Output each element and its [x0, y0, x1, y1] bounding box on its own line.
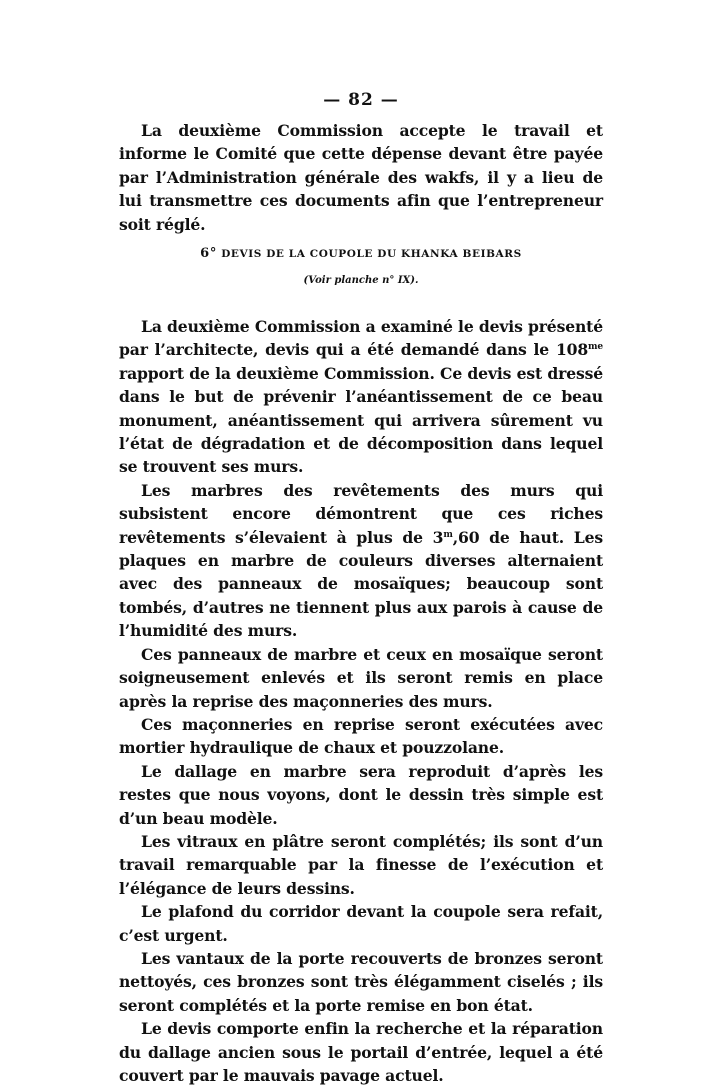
- paragraph: Ces panneaux de marbre et ceux en mosaïque seront soigneusement enlevés et ils seront remis en place après la reprise des maçonneries des murs.: [119, 644, 603, 711]
- paragraph: Les vantaux de la porte recouverts de bronzes seront nettoyés, ces bronzes sont très élégamment ciselés ; ils seront complétés et la porte remise en bon état.: [119, 948, 603, 1015]
- intro-block: [119, 119, 603, 236]
- paragraph: Le devis comporte enfin la recherche et la réparation du dallage ancien sous le portail d’entrée, lequel a été couvert par le mauvais pavage actuel.: [119, 1019, 603, 1085]
- superscript: me: [588, 342, 603, 353]
- paragraph-text: Les marbres des revêtements des murs qui subsistent encore démontrent que ces riches revêtements s’élevaient à plus de 3: [119, 480, 603, 547]
- superscript: m: [443, 529, 453, 540]
- paragraph: Les vitraux en plâtre seront complétés; ils sont d’un travail remarquable par la finesse de l’exécution et l’élégance de leurs dessins.: [119, 831, 603, 898]
- section-subtitle: (Voir planche n° IX).: [303, 275, 419, 286]
- section-title: DEVIS DE LA COUPOLE DU KHANKA BEIBARS: [221, 248, 522, 260]
- paragraph: [119, 315, 603, 479]
- paragraph-text: La deuxième Commission a examiné le devis présenté par l’architecte, devis qui a été demandé dans le 108: [119, 317, 603, 360]
- section-number: 6°: [200, 246, 217, 261]
- body-block: [119, 315, 603, 1087]
- page-number: — 82 —: [323, 90, 399, 110]
- paragraph: [119, 479, 603, 643]
- paragraph: Le dallage en marbre sera reproduit d’après les restes que nous voyons, dont le dessin très simple est d’un beau modèle.: [119, 761, 603, 828]
- paragraph: Ces maçonneries en reprise seront exécutées avec mortier hydraulique de chaux et pouzzolane.: [119, 714, 603, 758]
- intro-paragraph: La deuxième Commission accepte le travail et informe le Comité que cette dépense devant être payée par l’Administration générale des wakfs, il y a lieu de lui transmettre ces documents afin que l’entrepreneur soit réglé.: [119, 121, 603, 234]
- paragraph-text: ,60 de haut. Les plaques en marbre de couleurs diverses alternaient avec des panneaux de mosaïques; beaucoup sont tombés, d’autres ne tiennent plus aux parois à cause de l’humidité des murs.: [119, 527, 603, 641]
- paragraph: Le plafond du corridor devant la coupole sera refait, c’est urgent.: [119, 902, 603, 945]
- paragraph-text: rapport de la deuxième Commission. Ce devis est dressé dans le but de prévenir l’anéantissement de ce beau monument, anéantissement qui arrivera sûrement vu l’état de dégradation et de décomposition dans lequel se trouvent ses murs.: [119, 363, 603, 477]
- section-heading: [119, 246, 603, 261]
